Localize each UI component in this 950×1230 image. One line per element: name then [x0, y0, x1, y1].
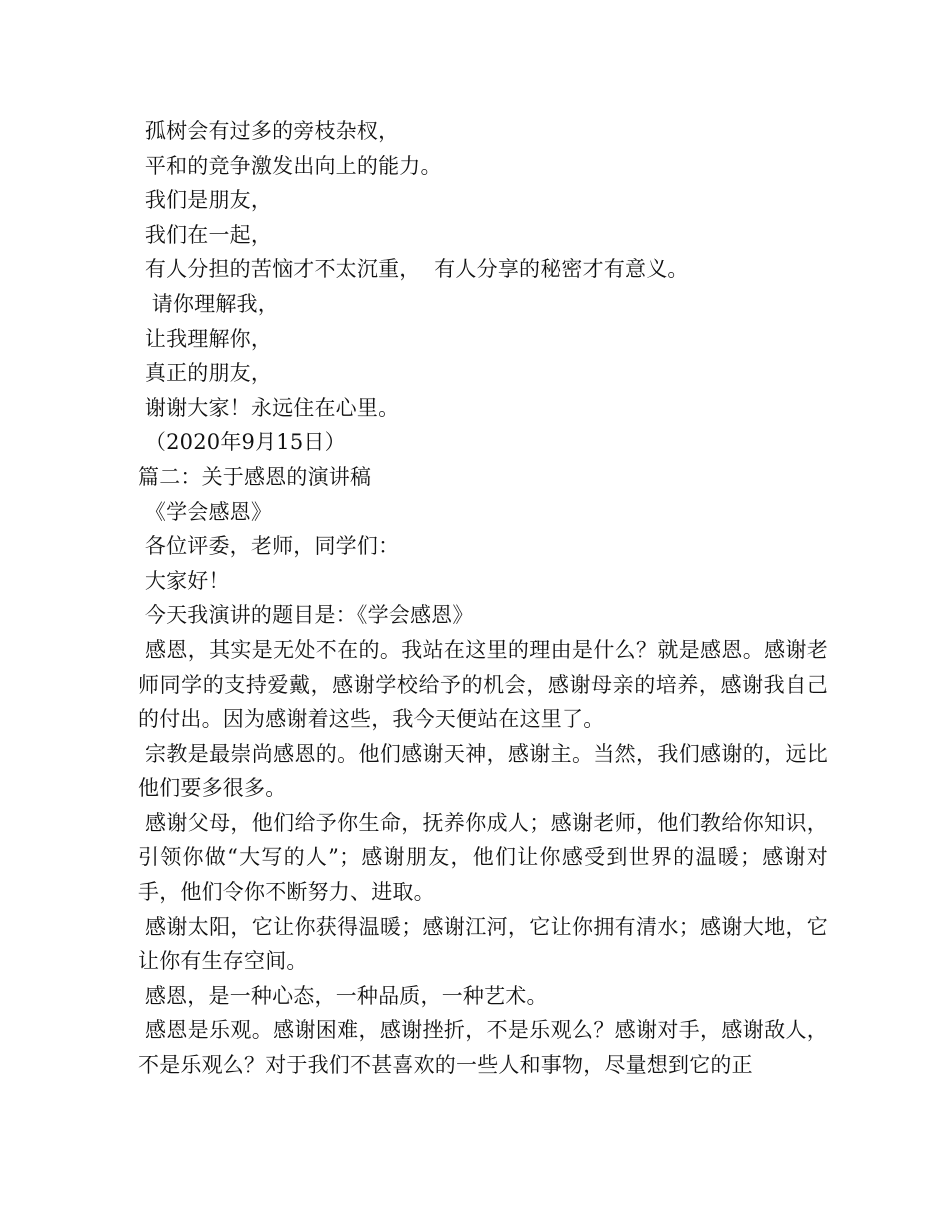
date-line: （2020年9月15日） [138, 430, 346, 455]
text-line: 孤树会有过多的旁枝杂杈， [138, 119, 400, 143]
document-body [138, 114, 828, 1083]
text-line: 有人分担的苦恼才不太沉重， 有人分享的秘密才有意义。 [138, 257, 689, 282]
paragraph: 感谢太阳，它让你获得温暖；感谢江河，它让你拥有清水；感谢大地，它让你有生存空间。 [138, 914, 828, 974]
text-line: 我们是朋友， [138, 188, 273, 213]
paragraph: 感恩，是一种心态，一种品质，一种艺术。 [138, 983, 548, 1008]
greeting: 大家好！ [138, 568, 230, 593]
text-line: 请你理解我， [138, 291, 279, 316]
text-line: 平和的竞争激发出向上的能力。 [138, 153, 442, 178]
speech-title: 《学会感恩》 [138, 499, 273, 524]
paragraph: 感恩，其实是无处不在的。我站在这里的理由是什么？就是感恩。感谢老师同学的支持爱戴，感谢学校给予的机会，感谢母亲的培养，感谢我自己的付出。因为感谢着这些，我今天便站在这里了。 [138, 637, 828, 732]
text-line: 谢谢大家！永远住在心里。 [138, 395, 400, 420]
paragraph: 感恩是乐观。感谢困难，感谢挫折，不是乐观么？感谢对手，感谢敌人，不是乐观么？对于我们不甚喜欢的一些人和事物，尽量想到它的正 [138, 1018, 828, 1078]
text-line: 我们在一起， [138, 222, 273, 247]
topic-line: 今天我演讲的题目是：《学会感恩》 [138, 603, 474, 628]
paragraph: 感谢父母，他们给予你生命，抚养你成人；感谢老师，他们教给你知识，引领你做“大写的人”；感谢朋友，他们让你感受到世界的温暖；感谢对手，他们令你不断努力、进取。 [138, 810, 828, 905]
text-line: 让我理解你， [138, 326, 273, 351]
text-line: 真正的朋友， [138, 361, 273, 386]
section-heading: 篇二：关于感恩的演讲稿 [138, 464, 372, 489]
paragraph: 宗教是最崇尚感恩的。他们感谢天神，感谢主。当然，我们感谢的，远比他们要多很多。 [138, 741, 828, 801]
salutation: 各位评委，老师，同学们： [138, 534, 400, 559]
